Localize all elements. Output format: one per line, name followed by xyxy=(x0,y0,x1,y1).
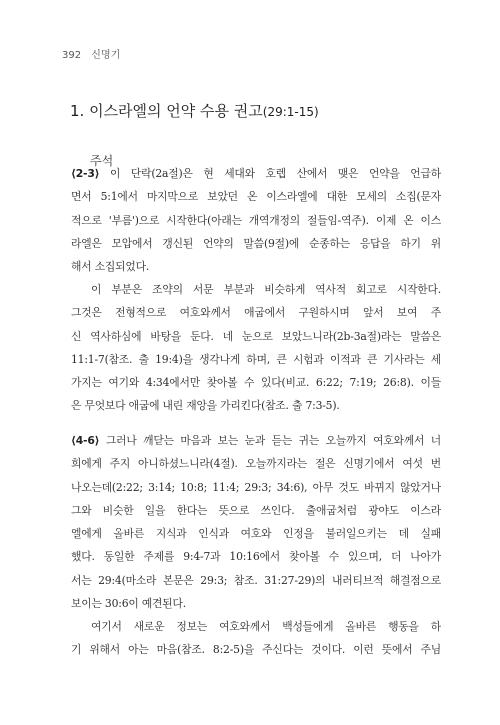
paragraph-line xyxy=(71,162,441,185)
paragraph-line: 은 무엇보다 애굽에 내린 재앙을 가리킨다(참조. 출 7:3-5). xyxy=(71,399,340,413)
paragraph-line: 가지는 여기와 4:34에서만 찾아볼 수 있다(비교. 6:22; 7:19; 26:8). 이들 xyxy=(71,376,441,390)
paragraph-line xyxy=(71,429,441,452)
page-number: 392 xyxy=(62,50,82,61)
paragraph-line: 했다. 동일한 주제를 9:4-7과 10:16에서 찾아볼 수 있으며, 더 나아가 xyxy=(71,550,441,564)
paragraph-line: 기 위해서 아는 마음(참조. 8:2-5)을 주신다는 것이다. 이런 뜻에서 주님 xyxy=(71,643,441,657)
paragraph-line: 이 부분은 조약의 서문 부분과 비슷하게 역사적 회고로 시작한다. xyxy=(91,283,441,296)
paragraph-verses-2-3 xyxy=(71,162,441,278)
section-reference: (29:1-15) xyxy=(262,105,319,119)
paragraph-historical-review xyxy=(71,278,441,418)
verse-marker: ⟨2-3⟩ xyxy=(71,167,100,180)
running-header xyxy=(62,46,120,61)
commentary-subhead: 주석 xyxy=(90,154,114,168)
paragraph-line: 서는 29:4(마소라 본문은 29:3; 참조. 31:27-29)의 내러티브적 해결점으로 xyxy=(71,573,441,587)
paragraph-line: 여기서 새로운 정보는 여호와께서 백성들에게 올바른 행동을 하 xyxy=(91,620,441,633)
section-title-text: 1. 이스라엘의 언약 수용 권고 xyxy=(70,102,263,120)
paragraph-verses-4-6 xyxy=(71,429,441,615)
paragraph-line: 면서 5:1에서 마지막으로 보았던 온 이스라엘에 대한 모세의 소집(문자 xyxy=(71,190,441,204)
running-title: 신명기 xyxy=(91,50,121,61)
line-text: 그러나 깨닫는 마음과 보는 눈과 듣는 귀는 오늘까지 여호와께서 너 xyxy=(105,434,441,447)
paragraph-new-information xyxy=(71,615,441,662)
paragraph-line: 신 역사하심에 바탕을 둔다. 네 눈으로 보았느니라(2b-3a절)라는 말씀은 xyxy=(71,329,441,343)
section-title xyxy=(70,100,319,121)
paragraph-line: 그것은 전형적으로 여호와께서 애굽에서 구원하시며 앞서 보여 주 xyxy=(71,306,441,320)
paragraph-line: 엘에게 올바른 지식과 인식과 여호와 인정을 불러일으키는 데 실패 xyxy=(71,527,441,541)
paragraph-line: 라엘은 모압에서 갱신된 언약의 말씀(9절)에 순종하는 응답을 하기 위 xyxy=(71,236,441,250)
paragraph-line: 희에게 주지 아니하셨느니라(4절). 오늘까지라는 절은 신명기에서 여섯 번 xyxy=(71,457,441,471)
line-text: 이 단락(2a절)은 현 세대와 호렙 산에서 맺은 언약을 언급하 xyxy=(110,167,441,180)
paragraph-line: 보이는 30:6이 예견된다. xyxy=(71,597,186,611)
paragraph-line: 그와 비슷한 일을 한다는 뜻으로 쓰인다. 출애굽처럼 광야도 이스라 xyxy=(71,503,441,517)
paragraph-line: 나오는데(2:22; 3:14; 10:8; 11:4; 29:3; 34:6), 아무 것도 바뀌지 않았거나 xyxy=(71,480,441,494)
verse-marker: ⟨4-6⟩ xyxy=(71,434,100,447)
paragraph-line: 적으로 '부름')으로 시작한다(아래는 개역개정의 절들임-역주). 이제 온 이스 xyxy=(71,213,441,227)
paragraph-line: 해서 소집되었다. xyxy=(71,260,150,274)
paragraph-line: 11:1-7(참조. 출 19:4)을 생각나게 하며, 큰 시험과 이적과 큰 기사라는 세 xyxy=(71,352,441,366)
